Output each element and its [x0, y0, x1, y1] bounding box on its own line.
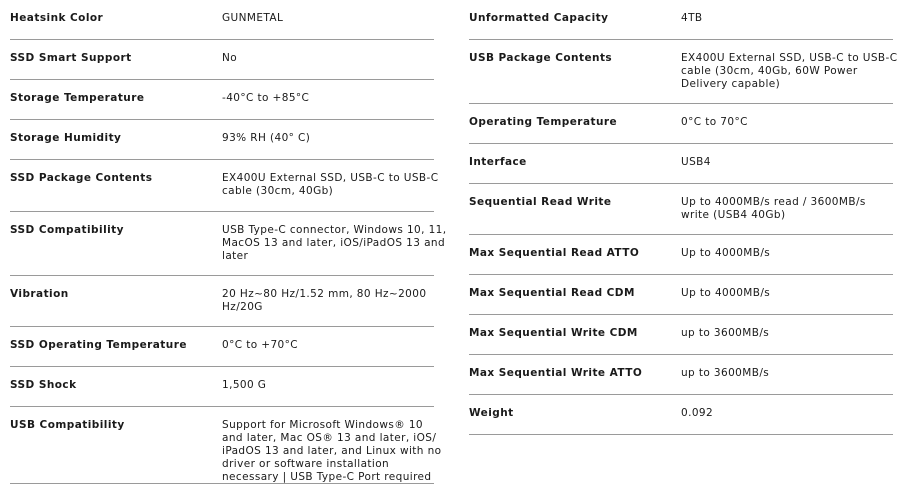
spec-value	[681, 407, 713, 420]
spec-label: Storage Humidity	[10, 132, 122, 144]
spec-row	[469, 144, 893, 184]
spec-row	[10, 160, 439, 212]
spec-row	[10, 367, 434, 407]
spec-value	[681, 367, 769, 380]
spec-value-line: 20 Hz~80 Hz/1.52 mm, 80 Hz~2000	[222, 288, 427, 300]
spec-value-line: Up to 4000MB/s	[681, 287, 771, 299]
spec-value-line: 0.092	[681, 407, 714, 419]
spec-value-line: 1,500 G	[222, 379, 267, 391]
spec-row	[10, 80, 434, 120]
spec-label: SSD Shock	[10, 379, 77, 391]
spec-value-line: cable (30cm, 40Gb, 60W Power	[681, 65, 858, 77]
spec-row	[469, 235, 893, 275]
spec-row	[10, 407, 442, 484]
spec-row	[469, 355, 893, 395]
spec-row	[469, 395, 893, 435]
spec-value-line: 93% RH (40° C)	[222, 132, 311, 144]
spec-value-line: GUNMETAL	[222, 12, 284, 24]
spec-value-line: iPadOS 13 and later, and Linux with no	[222, 445, 442, 457]
spec-value-line: USB4	[681, 156, 711, 168]
spec-row	[469, 275, 893, 315]
spec-value-line: driver or software installation	[222, 458, 390, 470]
spec-label: Max Sequential Write CDM	[469, 327, 638, 339]
spec-value	[222, 92, 309, 105]
spec-value	[222, 339, 298, 352]
spec-label: USB Compatibility	[10, 419, 125, 431]
spec-value	[222, 288, 426, 314]
spec-value-line: Hz/20G	[222, 301, 263, 313]
spec-value	[681, 327, 769, 340]
spec-label: USB Package Contents	[469, 52, 613, 64]
spec-label: Heatsink Color	[10, 12, 104, 24]
spec-label: Weight	[469, 407, 514, 419]
spec-label: Storage Temperature	[10, 92, 145, 104]
spec-label: SSD Compatibility	[10, 224, 124, 236]
spec-value-line: up to 3600MB/s	[681, 327, 770, 339]
spec-label: Sequential Read Write	[469, 196, 612, 208]
spec-row	[10, 327, 434, 367]
spec-value-line: necessary | USB Type-C Port required	[222, 471, 432, 483]
spec-value	[222, 172, 438, 198]
spec-label: Max Sequential Write ATTO	[469, 367, 643, 379]
spec-value	[681, 52, 897, 91]
spec-value	[222, 12, 283, 25]
spec-value	[681, 287, 770, 300]
spec-row	[10, 120, 434, 160]
spec-value	[222, 419, 441, 484]
spec-value	[222, 379, 266, 392]
spec-value-line: EX400U External SSD, USB-C to USB-C	[681, 52, 898, 64]
spec-label: Max Sequential Read ATTO	[469, 247, 640, 259]
left-spec-table	[10, 0, 447, 484]
spec-row	[469, 0, 893, 40]
spec-row	[10, 0, 434, 40]
spec-row	[469, 184, 893, 235]
spec-value-line: EX400U External SSD, USB-C to USB-C	[222, 172, 439, 184]
spec-label: SSD Smart Support	[10, 52, 132, 64]
spec-value-line: Up to 4000MB/s read / 3600MB/s	[681, 196, 866, 208]
spec-label: SSD Package Contents	[10, 172, 153, 184]
spec-label: Vibration	[10, 288, 69, 300]
spec-label: Operating Temperature	[469, 116, 618, 128]
spec-value	[222, 224, 446, 263]
spec-label: Interface	[469, 156, 527, 168]
spec-value-line: USB Type-C connector, Windows 10, 11,	[222, 224, 447, 236]
spec-value	[681, 247, 770, 260]
spec-value-line: Support for Microsoft Windows® 10	[222, 419, 424, 431]
spec-value-line: later	[222, 250, 249, 262]
spec-value-line: write (USB4 40Gb)	[681, 209, 786, 221]
spec-row	[469, 40, 898, 104]
spec-value-line: 4TB	[681, 12, 703, 24]
spec-value	[222, 132, 310, 145]
spec-value-line: cable (30cm, 40Gb)	[222, 185, 334, 197]
spec-value-line: No	[222, 52, 238, 64]
spec-value	[681, 12, 703, 25]
spec-label: SSD Operating Temperature	[10, 339, 187, 351]
spec-value	[681, 156, 711, 169]
spec-row	[469, 104, 893, 144]
spec-value	[222, 52, 237, 65]
spec-value-line: MacOS 13 and later, iOS/iPadOS 13 and	[222, 237, 446, 249]
spec-value-line: up to 3600MB/s	[681, 367, 770, 379]
spec-row	[10, 212, 447, 276]
spec-value-line: 0°C to +70°C	[222, 339, 299, 351]
spec-label: Unformatted Capacity	[469, 12, 609, 24]
spec-value-line: Delivery capable)	[681, 78, 781, 90]
spec-value	[681, 196, 866, 222]
spec-value	[681, 116, 748, 129]
spec-row	[10, 40, 434, 80]
spec-value-line: and later, Mac OS® 13 and later, iOS/	[222, 432, 437, 444]
spec-label: Max Sequential Read CDM	[469, 287, 635, 299]
right-spec-table	[469, 0, 898, 435]
spec-value-line: 0°C to 70°C	[681, 116, 748, 128]
spec-value-line: -40°C to +85°C	[222, 92, 310, 104]
spec-row	[10, 276, 434, 327]
spec-value-line: Up to 4000MB/s	[681, 247, 771, 259]
spec-row	[469, 315, 893, 355]
